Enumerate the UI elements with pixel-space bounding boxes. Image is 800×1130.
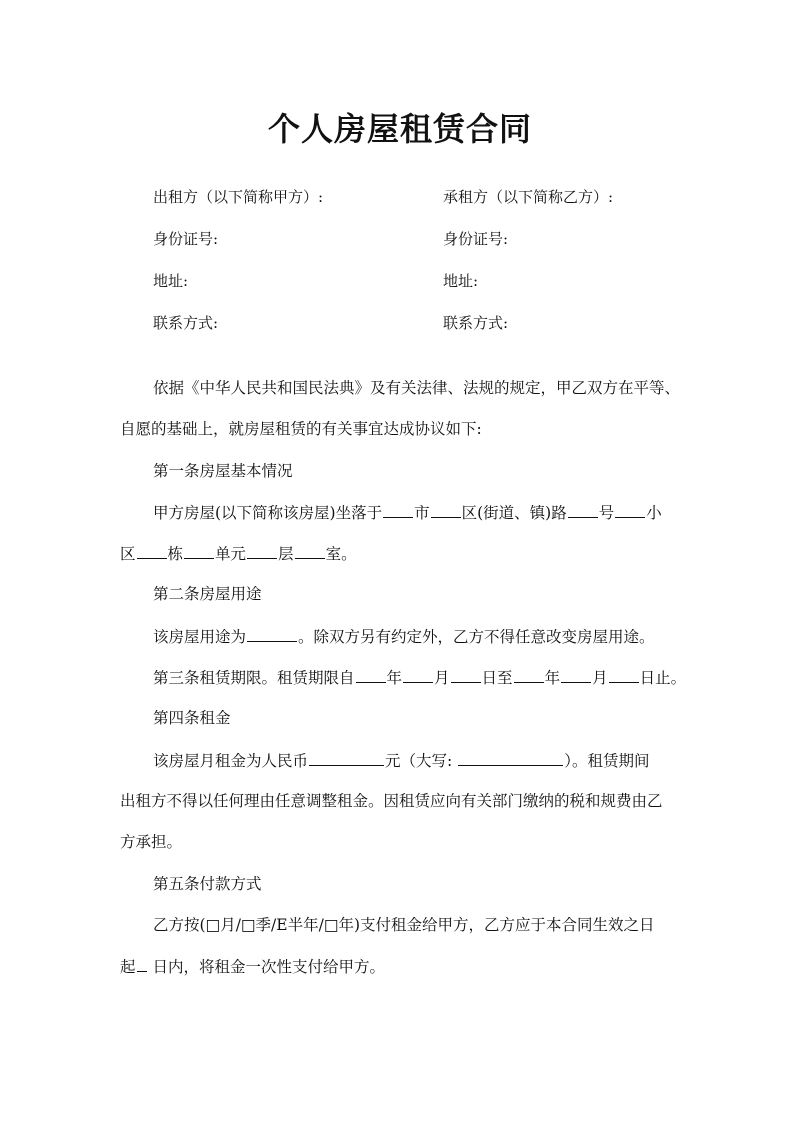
contract-body: [120, 375, 692, 994]
article-1-text: 甲方房屋(以下简称该房屋)坐落于: [153, 503, 383, 522]
intro-line-2: 自愿的基础上，就房屋租赁的有关事宜达成协议如下:: [120, 420, 482, 439]
article-1-line-1: [120, 499, 692, 540]
article-5-text: 起: [120, 958, 136, 977]
article-3-text: 年: [386, 669, 403, 688]
contract-title: 个人房屋租赁合同: [267, 110, 532, 148]
end-year-blank: [514, 664, 544, 683]
lessee-label: 承租方（以下简称乙方）:: [443, 188, 614, 206]
article-2-line-1: [120, 623, 692, 664]
article-3-text: 月: [592, 669, 608, 688]
article-3-text: 第三条租赁期限。租赁期限自: [153, 669, 355, 688]
intro-line-1: 依据《中华人民共和国民法典》及有关法律、法规的规定，甲乙双方在平等、: [153, 379, 681, 397]
article-5-heading: 第五条付款方式: [153, 874, 262, 893]
start-month-blank: [403, 664, 433, 683]
article-3-text: 日止。: [639, 669, 687, 688]
article-1-text: 室。: [325, 545, 357, 564]
article-4-text: 该房屋月租金为人民币: [153, 751, 309, 770]
article-1-text: 单元: [215, 545, 247, 564]
article-5-line-2: [120, 953, 692, 994]
article-4-text: ）。租赁期间: [564, 751, 650, 770]
lessee-id-label: 身份证号:: [443, 230, 509, 248]
lessor-address-label: 地址:: [153, 272, 189, 290]
article-1-text: 层: [278, 545, 294, 564]
lessee-contact-label: 联系方式:: [443, 314, 509, 332]
article-1-text: 号: [598, 503, 615, 522]
end-day-blank: [609, 664, 639, 683]
article-4-line-2: 出租方不得以任何理由任意调整租金。因租赁应向有关部门缴纳的税和规费由乙: [120, 791, 663, 810]
article-2-text: 。除双方另有约定外，乙方不得任意改变房屋用途。: [298, 627, 655, 646]
lessor-id-label: 身份证号:: [153, 230, 219, 248]
article-2-text: 该房屋用途为: [153, 627, 247, 646]
article-1-heading: 第一条房屋基本情况: [153, 461, 293, 480]
rent-amount-blank: [309, 747, 384, 766]
usage-blank: [247, 623, 297, 642]
road-blank: [568, 499, 598, 518]
start-day-blank: [451, 664, 481, 683]
lessee-address-label: 地址:: [443, 272, 479, 290]
article-1-text: 小: [646, 503, 662, 522]
lessor-label: 出租方（以下简称甲方）:: [153, 188, 324, 206]
article-4-line-1: [120, 747, 692, 788]
article-1-text: 市: [414, 503, 430, 522]
article-5-text: 日内，将租金一次性支付给甲方。: [152, 958, 385, 977]
floor-blank: [295, 540, 325, 559]
number-blank: [615, 499, 645, 518]
start-year-blank: [356, 664, 386, 683]
article-1-text: 栋: [167, 545, 184, 564]
city-blank: [383, 499, 413, 518]
rent-uppercase-blank: [458, 747, 563, 766]
payment-days-blank: [137, 953, 147, 972]
end-month-blank: [561, 664, 591, 683]
article-3-text: 日至: [481, 669, 513, 688]
article-1-text: 区: [120, 545, 136, 564]
community-blank: [137, 540, 167, 559]
article-3-text: 年: [544, 669, 561, 688]
article-4-text: 元（大写:: [385, 751, 453, 770]
unit-blank: [247, 540, 277, 559]
article-1-line-2: [120, 540, 692, 581]
building-blank: [184, 540, 214, 559]
article-3-line: [120, 664, 692, 705]
article-5-line-1: 乙方按(□月/□季/E半年/□年)支付租金给甲方，乙方应于本合同生效之日: [153, 915, 655, 934]
article-1-text: 区(街道、镇)路: [461, 503, 567, 522]
article-4-heading: 第四条租金: [153, 709, 231, 728]
article-4-line-3: 方承担。: [120, 833, 183, 852]
district-blank: [431, 499, 461, 518]
article-3-text: 月: [434, 669, 450, 688]
lessor-contact-label: 联系方式:: [153, 314, 219, 332]
article-2-heading: 第二条房屋用途: [153, 585, 262, 604]
